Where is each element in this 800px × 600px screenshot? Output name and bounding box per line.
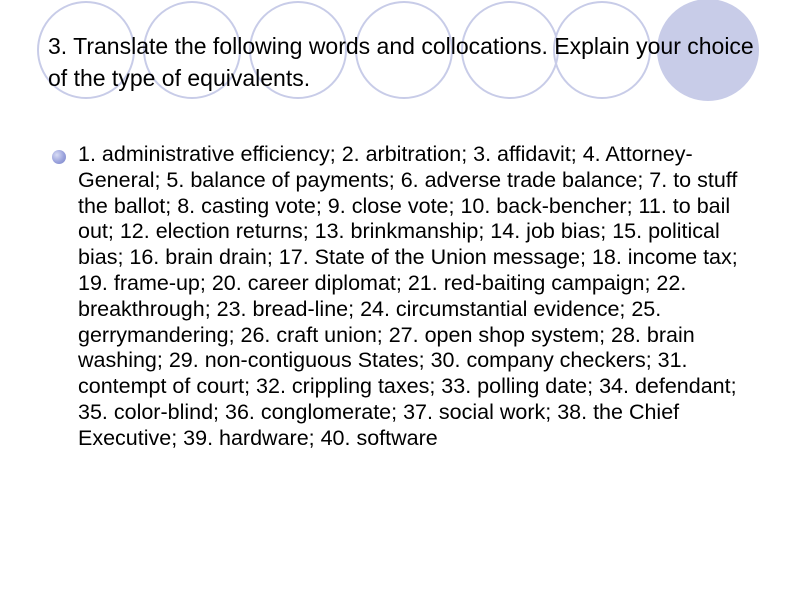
slide-content (48, 142, 758, 452)
list-item-text: 1. administrative efficiency; 2. arbitration; 3. affidavit; 4. Attorney-General; 5. balance of payments; 6. adverse trade balance; 7. to stuff the ballot; 8. casting vote; 9. close vote; 10. back-bencher; 11. to bail out; 12. election returns; 13. brinkmanship; 14. job bias; 15. political bias; 16. brain drain; 17. State of the Union message; 18. income tax; 19. frame-up; 20. career diplomat; 21. red-baiting campaign; 22. breakthrough; 23. bread-line; 24. circumstantial evidence; 25. gerrymandering; 26. craft union; 27. open shop system; 28. brain washing; 29. non-contiguous States; 30. company checkers; 31. contempt of court; 32. crippling taxes; 33. polling date; 34. defendant; 35. color-blind; 36. conglomerate; 37. social work; 38. the Chief Executive; 39. hardware; 40. software (78, 142, 738, 450)
list-item (48, 142, 758, 452)
slide-title: 3. Translate the following words and collocations. Explain your choice of the type of equivalents. (48, 33, 754, 91)
bullet-icon (52, 150, 66, 164)
